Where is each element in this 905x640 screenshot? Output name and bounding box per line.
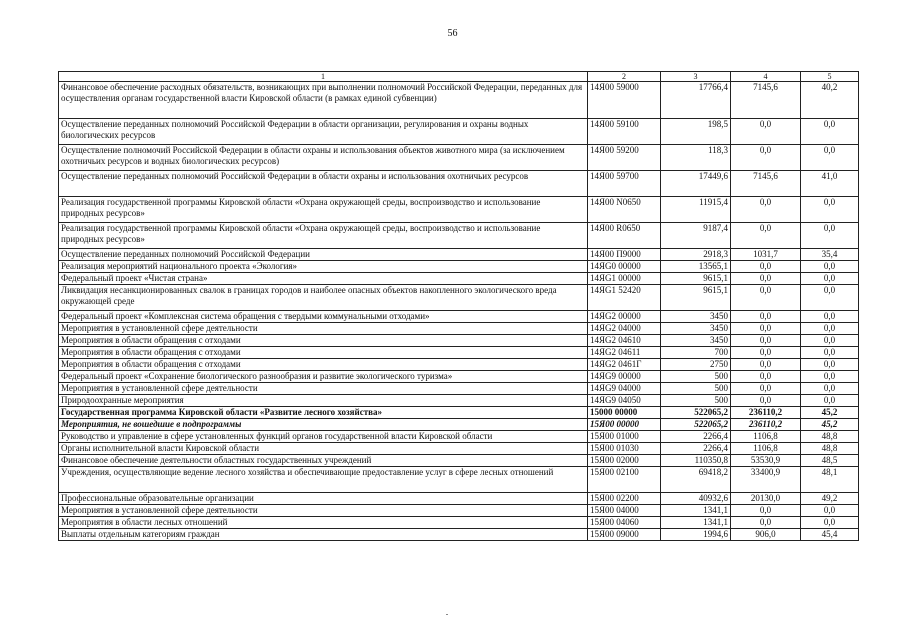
row-plan-cell: 700	[661, 347, 731, 359]
row-name-cell: Федеральный проект «Комплексная система обращения с твердыми коммунальными отходами»	[59, 311, 588, 323]
row-actual-cell: 0,0	[731, 285, 801, 311]
row-plan-cell: 17766,4	[661, 82, 731, 119]
row-actual-cell: 0,0	[731, 273, 801, 285]
row-actual-cell: 53530,9	[731, 455, 801, 467]
row-code-cell: 14ЯG1 52420	[588, 285, 661, 311]
row-code-cell: 15Я00 09000	[588, 529, 661, 541]
row-plan-cell: 9187,4	[661, 223, 731, 249]
table-row	[59, 197, 859, 223]
row-code-cell: 14Я00 П9000	[588, 249, 661, 261]
row-percent-cell: 48,8	[801, 443, 859, 455]
row-plan-cell: 2266,4	[661, 443, 731, 455]
table-row	[59, 407, 859, 419]
row-plan-cell: 110350,8	[661, 455, 731, 467]
row-percent-cell: 48,1	[801, 467, 859, 493]
row-percent-cell: 0,0	[801, 285, 859, 311]
row-plan-cell: 13565,1	[661, 261, 731, 273]
row-percent-cell: 48,5	[801, 455, 859, 467]
row-code-cell: 14ЯG2 04610	[588, 335, 661, 347]
row-plan-cell: 2918,3	[661, 249, 731, 261]
row-plan-cell: 500	[661, 371, 731, 383]
row-name-cell: Мероприятия в области обращения с отходами	[59, 335, 588, 347]
row-name-cell: Федеральный проект «Сохранение биологического разнообразия и развитие экологического туризма»	[59, 371, 588, 383]
table-row	[59, 395, 859, 407]
row-name-cell: Осуществление переданных полномочий Российской Федерации в области охраны и использования охотничьих ресурсов	[59, 171, 588, 197]
table-row	[59, 419, 859, 431]
row-code-cell: 15Я00 01030	[588, 443, 661, 455]
table-row	[59, 171, 859, 197]
row-actual-cell: 0,0	[731, 323, 801, 335]
table-row	[59, 311, 859, 323]
row-name-cell: Финансовое обеспечение расходных обязательств, возникающих при выполнении полномочий Российской Федерации, переданных для осуществления органам государственной власти Кировской области (в рамках единой субвенции)	[59, 82, 588, 119]
row-actual-cell: 33400,9	[731, 467, 801, 493]
row-plan-cell: 2750	[661, 359, 731, 371]
row-name-cell: Профессиональные образовательные организации	[59, 493, 588, 505]
row-percent-cell: 0,0	[801, 517, 859, 529]
row-actual-cell: 20130,0	[731, 493, 801, 505]
row-actual-cell: 0,0	[731, 505, 801, 517]
row-code-cell: 14ЯG9 04000	[588, 383, 661, 395]
row-percent-cell: 41,0	[801, 171, 859, 197]
row-name-cell: Мероприятия в установленной сфере деятельности	[59, 505, 588, 517]
row-plan-cell: 500	[661, 383, 731, 395]
row-code-cell: 15Я00 02100	[588, 467, 661, 493]
table-row	[59, 455, 859, 467]
row-name-cell: Финансовое обеспечение деятельности областных государственных учреждений	[59, 455, 588, 467]
row-actual-cell: 0,0	[731, 311, 801, 323]
row-code-cell: 14Я00 59100	[588, 119, 661, 145]
column-header-actual: 4	[731, 72, 801, 82]
row-actual-cell: 0,0	[731, 335, 801, 347]
table-row	[59, 119, 859, 145]
table-row	[59, 371, 859, 383]
row-name-cell: Выплаты отдельным категориям граждан	[59, 529, 588, 541]
column-header-code: 2	[588, 72, 661, 82]
row-code-cell: 14ЯG9 04050	[588, 395, 661, 407]
row-actual-cell: 0,0	[731, 145, 801, 171]
row-code-cell: 14Я00 59700	[588, 171, 661, 197]
page-number: 56	[447, 28, 458, 39]
row-percent-cell: 0,0	[801, 359, 859, 371]
row-name-cell: Мероприятия в области обращения с отходами	[59, 359, 588, 371]
row-actual-cell: 7145,6	[731, 171, 801, 197]
row-code-cell: 15Я00 00000	[588, 419, 661, 431]
row-actual-cell: 0,0	[731, 347, 801, 359]
row-percent-cell: 0,0	[801, 335, 859, 347]
row-percent-cell: 0,0	[801, 223, 859, 249]
table-row	[59, 145, 859, 171]
row-actual-cell: 906,0	[731, 529, 801, 541]
row-name-cell: Мероприятия, не вошедшие в подпрограммы	[59, 419, 588, 431]
row-plan-cell: 500	[661, 395, 731, 407]
row-code-cell: 14Я00 R0650	[588, 223, 661, 249]
row-plan-cell: 198,5	[661, 119, 731, 145]
row-percent-cell: 0,0	[801, 145, 859, 171]
row-plan-cell: 40932,6	[661, 493, 731, 505]
row-name-cell: Федеральный проект «Чистая страна»	[59, 273, 588, 285]
row-percent-cell: 0,0	[801, 505, 859, 517]
table-row	[59, 505, 859, 517]
row-actual-cell: 7145,6	[731, 82, 801, 119]
row-plan-cell: 522065,2	[661, 407, 731, 419]
table-row	[59, 261, 859, 273]
column-header-plan: 3	[661, 72, 731, 82]
table-row	[59, 493, 859, 505]
row-name-cell: Мероприятия в области лесных отношений	[59, 517, 588, 529]
row-actual-cell: 0,0	[731, 359, 801, 371]
row-plan-cell: 3450	[661, 335, 731, 347]
row-plan-cell: 69418,2	[661, 467, 731, 493]
table-row	[59, 467, 859, 493]
row-percent-cell: 0,0	[801, 273, 859, 285]
row-code-cell: 15Я00 04000	[588, 505, 661, 517]
row-name-cell: Природоохранные мероприятия	[59, 395, 588, 407]
row-name-cell: Ликвидация несанкционированных свалок в границах городов и наиболее опасных объектов накопленного экологического вреда окружающей среде	[59, 285, 588, 311]
row-name-cell: Осуществление переданных полномочий Российской Федерации	[59, 249, 588, 261]
row-actual-cell: 0,0	[731, 261, 801, 273]
column-header-name: 1	[59, 72, 588, 82]
table-row	[59, 323, 859, 335]
row-plan-cell: 11915,4	[661, 197, 731, 223]
table-row	[59, 273, 859, 285]
row-percent-cell: 45,4	[801, 529, 859, 541]
table-row	[59, 359, 859, 371]
row-name-cell: Реализация мероприятий национального проекта «Экология»	[59, 261, 588, 273]
row-name-cell: Мероприятия в области обращения с отходами	[59, 347, 588, 359]
row-percent-cell: 0,0	[801, 197, 859, 223]
budget-table	[58, 71, 859, 541]
row-percent-cell: 0,0	[801, 323, 859, 335]
row-actual-cell: 1106,8	[731, 443, 801, 455]
table-row	[59, 443, 859, 455]
row-plan-cell: 3450	[661, 323, 731, 335]
row-plan-cell: 1341,1	[661, 505, 731, 517]
row-actual-cell: 1106,8	[731, 431, 801, 443]
row-plan-cell: 17449,6	[661, 171, 731, 197]
row-actual-cell: 236110,2	[731, 407, 801, 419]
row-percent-cell: 40,2	[801, 82, 859, 119]
table-row	[59, 347, 859, 359]
row-code-cell: 14ЯG2 00000	[588, 311, 661, 323]
row-percent-cell: 45,2	[801, 407, 859, 419]
row-name-cell: Учреждения, осуществляющие ведение лесного хозяйства и обеспечивающие предоставление услуг в сфере лесных отношений	[59, 467, 588, 493]
row-plan-cell: 9615,1	[661, 273, 731, 285]
table-row	[59, 249, 859, 261]
row-code-cell: 15Я00 01000	[588, 431, 661, 443]
row-percent-cell: 45,2	[801, 419, 859, 431]
row-plan-cell: 9615,1	[661, 285, 731, 311]
table-row	[59, 431, 859, 443]
row-percent-cell: 49,2	[801, 493, 859, 505]
row-code-cell: 14ЯG2 0461Г	[588, 359, 661, 371]
row-plan-cell: 3450	[661, 311, 731, 323]
row-code-cell: 15000 00000	[588, 407, 661, 419]
row-percent-cell: 0,0	[801, 383, 859, 395]
row-code-cell: 14Я00 N0650	[588, 197, 661, 223]
row-code-cell: 14Я00 59000	[588, 82, 661, 119]
row-name-cell: Мероприятия в установленной сфере деятельности	[59, 383, 588, 395]
row-name-cell: Органы исполнительной власти Кировской области	[59, 443, 588, 455]
row-plan-cell: 118,3	[661, 145, 731, 171]
table-row	[59, 82, 859, 119]
row-name-cell: Реализация государственной программы Кировской области «Охрана окружающей среды, воспроизводство и использование природных ресурсов»	[59, 197, 588, 223]
row-actual-cell: 0,0	[731, 383, 801, 395]
row-actual-cell: 1031,7	[731, 249, 801, 261]
row-actual-cell: 0,0	[731, 371, 801, 383]
row-code-cell: 14ЯG2 04000	[588, 323, 661, 335]
row-name-cell: Руководство и управление в сфере установленных функций органов государственной власти Кировской области	[59, 431, 588, 443]
table-header-row	[59, 72, 859, 82]
table-row	[59, 529, 859, 541]
row-code-cell: 15Я00 02200	[588, 493, 661, 505]
row-actual-cell: 0,0	[731, 517, 801, 529]
row-plan-cell: 1994,6	[661, 529, 731, 541]
row-plan-cell: 522065,2	[661, 419, 731, 431]
row-actual-cell: 0,0	[731, 119, 801, 145]
row-percent-cell: 48,8	[801, 431, 859, 443]
row-actual-cell: 0,0	[731, 197, 801, 223]
row-actual-cell: 0,0	[731, 395, 801, 407]
row-actual-cell: 236110,2	[731, 419, 801, 431]
row-percent-cell: 0,0	[801, 395, 859, 407]
scan-mark	[446, 614, 448, 615]
row-code-cell: 14ЯG1 00000	[588, 273, 661, 285]
row-code-cell: 14ЯG9 00000	[588, 371, 661, 383]
row-name-cell: Мероприятия в установленной сфере деятельности	[59, 323, 588, 335]
row-name-cell: Реализация государственной программы Кировской области «Охрана окружающей среды, воспроизводство и использование природных ресурсов»	[59, 223, 588, 249]
table-body	[59, 82, 859, 541]
row-code-cell: 15Я00 04060	[588, 517, 661, 529]
table-row	[59, 517, 859, 529]
row-code-cell: 14ЯG0 00000	[588, 261, 661, 273]
row-plan-cell: 2266,4	[661, 431, 731, 443]
table-row	[59, 335, 859, 347]
row-percent-cell: 35,4	[801, 249, 859, 261]
row-name-cell: Государственная программа Кировской области «Развитие лесного хозяйства»	[59, 407, 588, 419]
row-percent-cell: 0,0	[801, 119, 859, 145]
row-percent-cell: 0,0	[801, 311, 859, 323]
row-actual-cell: 0,0	[731, 223, 801, 249]
column-header-percent: 5	[801, 72, 859, 82]
table-row	[59, 285, 859, 311]
row-code-cell: 15Я00 02000	[588, 455, 661, 467]
row-plan-cell: 1341,1	[661, 517, 731, 529]
row-percent-cell: 0,0	[801, 371, 859, 383]
row-percent-cell: 0,0	[801, 261, 859, 273]
row-name-cell: Осуществление полномочий Российской Федерации в области охраны и использования объектов животного мира (за исключением охотничьих ресурсов и водных биологических ресурсов)	[59, 145, 588, 171]
table-row	[59, 383, 859, 395]
table-row	[59, 223, 859, 249]
row-percent-cell: 0,0	[801, 347, 859, 359]
row-name-cell: Осуществление переданных полномочий Российской Федерации в области организации, регулирования и охраны водных биологических ресурсов	[59, 119, 588, 145]
row-code-cell: 14Я00 59200	[588, 145, 661, 171]
row-code-cell: 14ЯG2 04611	[588, 347, 661, 359]
